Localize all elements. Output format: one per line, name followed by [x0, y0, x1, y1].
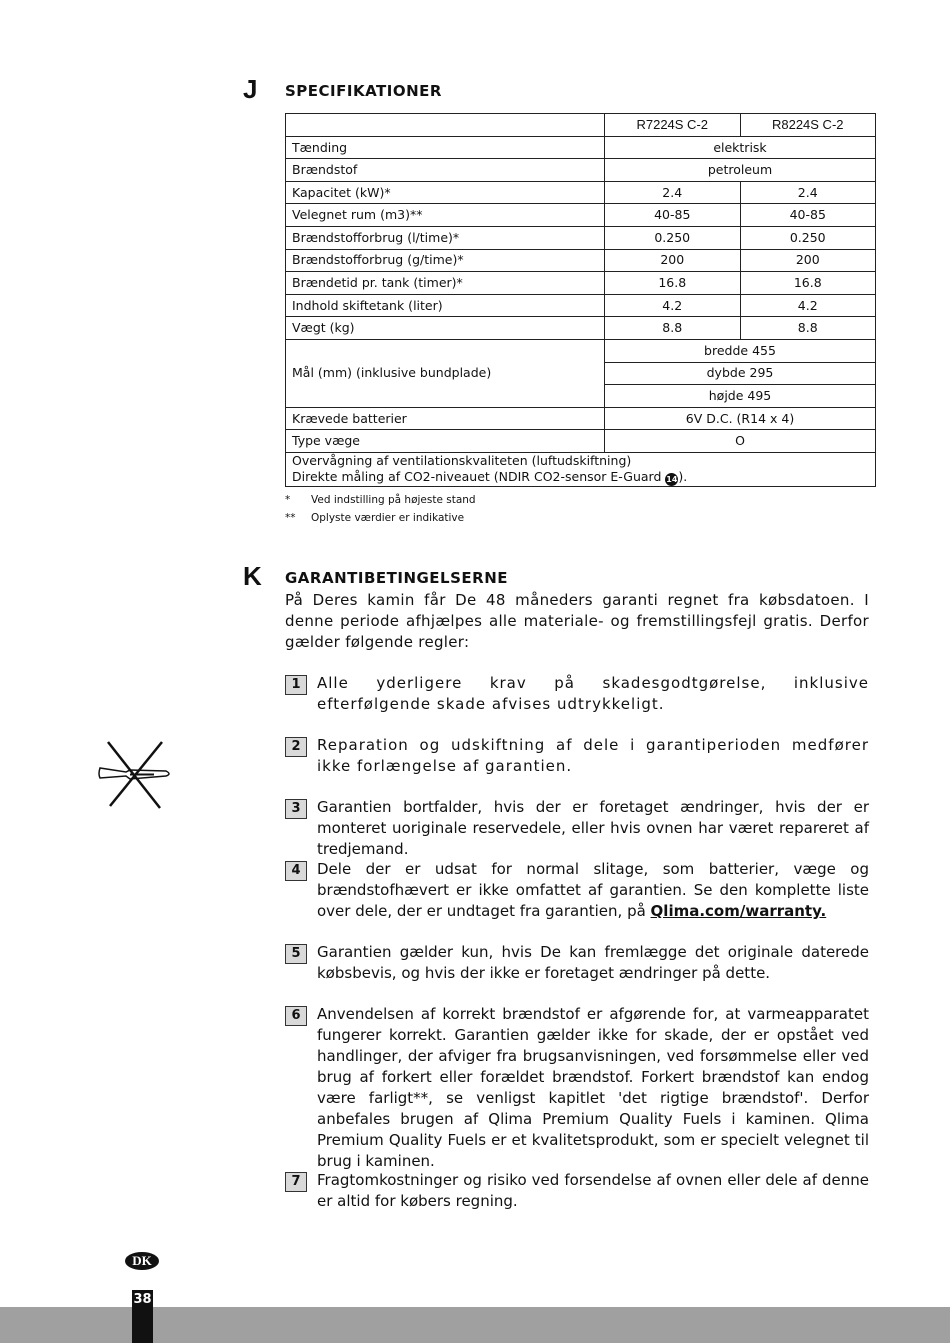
dimensions-label: Mål (mm) (inklusive bundplade) [286, 339, 605, 407]
table-header-row [286, 114, 876, 137]
item-text: Alle yderligere krav på skadesgodtgørelse, inklusive efterfølgende skade afvises udtrykkeligt. [317, 674, 869, 713]
footnote [285, 513, 464, 524]
row-label: Brændetid pr. tank (timer)* [286, 272, 605, 295]
row-value: O [605, 430, 876, 453]
item-text: Garantien gælder kun, hvis De kan fremlægge det originale daterede købsbevis, og hvis der ikke er foretaget ændringer på dette. [317, 943, 869, 982]
item-number: 4 [285, 861, 307, 881]
row-label: Indhold skiftetank (liter) [286, 294, 605, 317]
dimension-width: bredde 455 [605, 339, 876, 362]
row-value-model-1: 2.4 [605, 181, 741, 204]
item-text-body: Dele der er udsat for normal slitage, som batterier, væge og brændstofhævert er ikke omfattet af garantien. Se den komplette liste over dele, der er undtaget fra garantien, på [317, 860, 869, 920]
row-value-model-2: 4.2 [740, 294, 876, 317]
section-letter-j: J [243, 74, 258, 104]
row-label: Kapacitet (kW)* [286, 181, 605, 204]
item-number: 5 [285, 944, 307, 964]
section-title-specifications: SPECIFIKATIONER [285, 82, 442, 100]
table-row [286, 317, 876, 340]
warranty-item-3 [285, 797, 869, 860]
model-2-header: R8224S C-2 [740, 114, 876, 137]
table-row-note [286, 452, 876, 486]
note-line-1: Overvågning af ventilationskvaliteten (luftudskiftning) [292, 452, 632, 468]
note-line-2-text: Direkte måling af CO2-niveauet (NDIR CO2-sensor E-Guard [292, 468, 666, 484]
row-value-model-1: 8.8 [605, 317, 741, 340]
item-number: 7 [285, 1172, 307, 1192]
warranty-item-5 [285, 942, 869, 984]
dimension-height: højde 495 [605, 385, 876, 408]
row-label: Type væge [286, 430, 605, 453]
item-text [317, 859, 869, 922]
row-value-model-2: 16.8 [740, 272, 876, 295]
item-number: 2 [285, 737, 307, 757]
warranty-item-7 [285, 1170, 869, 1212]
row-value-model-1: 16.8 [605, 272, 741, 295]
footnote [285, 495, 476, 506]
header-empty-cell [286, 114, 605, 137]
model-1-header: R7224S C-2 [605, 114, 741, 137]
warranty-item-2 [285, 735, 869, 777]
item-number: 6 [285, 1006, 307, 1026]
row-value: 6V D.C. (R14 x 4) [605, 407, 876, 430]
section-title-warranty: GARANTIBETINGELSERNE [285, 569, 509, 587]
row-label: Brændstof [286, 159, 605, 182]
warranty-item-4 [285, 859, 869, 922]
page-number: 38 [133, 1292, 152, 1307]
row-value-model-2: 8.8 [740, 317, 876, 340]
item-text: Reparation og udskiftning af dele i garantiperioden medfører ikke forlængelse af garantien. [317, 736, 869, 775]
row-label: Krævede batterier [286, 407, 605, 430]
note-line-2 [292, 469, 869, 486]
table-row [286, 407, 876, 430]
row-label: Brændstofforbrug (g/time)* [286, 249, 605, 272]
specifications-table [285, 113, 876, 487]
row-value-model-2: 40-85 [740, 204, 876, 227]
row-value-model-2: 200 [740, 249, 876, 272]
item-text: Garantien bortfalder, hvis der er foretaget ændringer, hvis der er monteret uoriginale reservedele, eller hvis ovnen har været repareret af tredjemand. [317, 798, 869, 858]
table-row [286, 226, 876, 249]
dimension-depth: dybde 295 [605, 362, 876, 385]
row-value: petroleum [605, 159, 876, 182]
item-text: Fragtomkostninger og risiko ved forsendelse af ovnen eller dele af denne er altid for købers regning. [317, 1171, 869, 1210]
warranty-intro: På Deres kamin får De 48 måneders garanti regnet fra købsdatoen. I denne periode afhjælpes alle materiale- og fremstillingsfejl gratis. Derfor gælder følgende regler: [285, 591, 869, 651]
item-number: 1 [285, 675, 307, 695]
language-badge: DK [125, 1252, 159, 1270]
table-row [286, 204, 876, 227]
table-row [286, 430, 876, 453]
row-value-model-2: 2.4 [740, 181, 876, 204]
table-row [286, 136, 876, 159]
warranty-link[interactable]: Qlima.com/warranty. [650, 902, 827, 920]
row-value-model-2: 0.250 [740, 226, 876, 249]
item-number: 3 [285, 799, 307, 819]
ventilation-note [286, 452, 876, 486]
item-text: Anvendelsen af korrekt brændstof er afgørende for, at varmeapparatet fungerer korrekt. Garantien gælder ikke for skade, der er opstået ved handlinger, der afviger fra brugsanvisningen, ved forsømmelse eller ved brug af forkert eller forældet brændstof. Forkert brændstof kan endog være farligt**, se venligst kapitlet 'det rigtige brændstof'. Derfor anbefales brugen af Qlima Premium Quality Fuels i kaminen. Qlima Premium Quality Fuels er et kvalitetsprodukt, som er specielt velegnet til brug i kaminen. [317, 1005, 869, 1170]
footnote-mark: * [285, 494, 291, 506]
row-value-model-1: 0.250 [605, 226, 741, 249]
footnote-text: Oplyste værdier er indikative [311, 512, 465, 524]
row-value: elektrisk [605, 136, 876, 159]
row-label: Velegnet rum (m3)** [286, 204, 605, 227]
row-value-model-1: 40-85 [605, 204, 741, 227]
warranty-item-1 [285, 673, 869, 715]
table-row [286, 159, 876, 182]
row-label: Vægt (kg) [286, 317, 605, 340]
footnote-text: Ved indstilling på højeste stand [311, 494, 476, 506]
warranty-item-6 [285, 1004, 869, 1172]
table-row [286, 249, 876, 272]
row-value-model-1: 4.2 [605, 294, 741, 317]
row-label: Brændstofforbrug (l/time)* [286, 226, 605, 249]
footnote-mark: ** [285, 512, 296, 524]
table-row-dimensions [286, 339, 876, 362]
table-row [286, 272, 876, 295]
table-row [286, 294, 876, 317]
row-value-model-1: 200 [605, 249, 741, 272]
row-label: Tænding [286, 136, 605, 159]
note-line-2-suffix: ). [678, 468, 688, 484]
table-row [286, 181, 876, 204]
section-letter-k: K [243, 561, 262, 591]
figure-reference-badge: 14 [666, 474, 678, 484]
crossed-out-screwdriver-icon [96, 738, 176, 810]
